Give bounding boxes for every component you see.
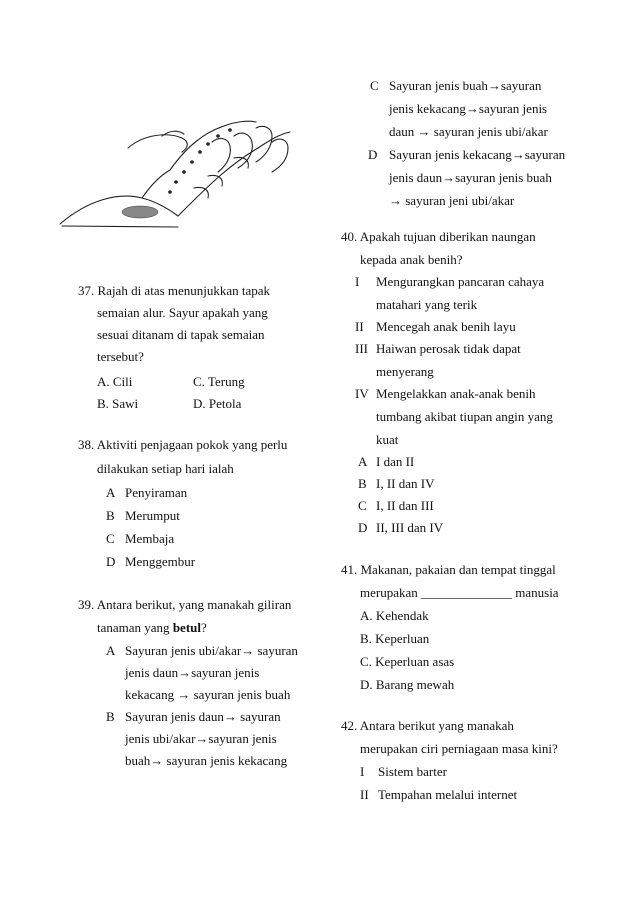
q38-option-c-text: Membaja — [125, 531, 175, 546]
q39-option-a-line-1: Sayuran jenis ubi/akar→ sayuran — [125, 643, 298, 658]
q40-option-c-letter: C — [358, 498, 367, 513]
q40-statement-iii-line-2: menyerang — [376, 364, 434, 379]
q40-stem-line-2: kepada anak benih? — [360, 252, 463, 267]
q39-stem-pre: tanaman yang — [97, 620, 173, 635]
q41-stem-line-1: 41. Makanan, pakaian dan tempat tinggal — [341, 562, 556, 577]
q38-option-a-text: Penyiraman — [125, 485, 188, 500]
q41-option-a: A. Kehendak — [360, 608, 429, 623]
q40-option-b-text: I, II dan IV — [376, 476, 435, 491]
q39-stem-line-2 — [97, 621, 207, 634]
q40-stem-line-1: 40. Apakah tujuan diberikan naungan — [341, 229, 536, 244]
q39-stem-bold: betul — [172, 620, 201, 635]
q38-option-c-letter: C — [106, 531, 115, 546]
q39-option-b-line-1: Sayuran jenis daun→ sayuran — [125, 709, 281, 724]
q39-option-c-line-3: daun → sayuran jenis ubi/akar — [389, 124, 548, 139]
q37-stem-line-1: 37. Rajah di atas menunjukkan tapak — [78, 283, 271, 298]
q37-stem-line-4: tersebut? — [97, 349, 144, 364]
q39-stem-line-1: 39. Antara berikut, yang manakah giliran — [78, 597, 292, 612]
q40-option-a-text: I dan II — [376, 454, 415, 469]
q40-option-b-letter: B — [358, 476, 367, 491]
q40-statement-i-line-1: Mengurangkan pancaran cahaya — [376, 274, 545, 289]
q39-option-c-letter: C — [370, 78, 379, 93]
q39-stem-post: ? — [200, 620, 207, 635]
q40-option-a-letter: A — [358, 454, 368, 469]
q40-statement-iv-line-3: kuat — [376, 432, 399, 447]
q39-option-b-line-3: buah→ sayuran jenis kekacang — [125, 753, 288, 768]
q39-option-a-line-2: jenis daun→sayuran jenis — [125, 665, 260, 680]
q41-option-d: D. Barang mewah — [360, 677, 455, 692]
q42-statement-i-num: I — [360, 764, 365, 779]
q40-statement-iii-num: III — [355, 341, 368, 356]
q37-option-c: C. Terung — [193, 374, 245, 389]
q39-option-d-line-3: → sayuran jeni ubi/akar — [389, 193, 515, 208]
q37-option-a: A. Cili — [97, 374, 133, 389]
q40-statement-iv-line-1: Mengelakkan anak-anak benih — [376, 386, 536, 401]
q41-option-c: C. Keperluan asas — [360, 654, 455, 669]
q41-option-b: B. Keperluan — [360, 631, 430, 646]
q40-statement-ii-line-1: Mencegah anak benih layu — [376, 319, 516, 334]
q39-option-d-line-2: jenis daun→sayuran jenis buah — [389, 170, 552, 185]
q37-option-b: B. Sawi — [97, 396, 139, 411]
q39-option-b-letter: B — [106, 709, 115, 724]
q42-statement-ii-text: Tempahan melalui internet — [378, 787, 518, 802]
q37-stem-line-3: sesuai ditanam di tapak semaian — [97, 327, 265, 342]
q37-option-d: D. Petola — [193, 396, 242, 411]
q42-stem-line-1: 42. Antara berikut yang manakah — [341, 718, 514, 733]
q41-stem-line-2: merupakan ______________ manusia — [360, 585, 559, 600]
q39-option-c-line-1: Sayuran jenis buah→sayuran — [389, 78, 542, 93]
q38-option-b-text: Merumput — [125, 508, 180, 523]
q39-option-d-line-1: Sayuran jenis kekacang→sayuran — [389, 147, 566, 162]
q40-statement-iv-line-2: tumbang akibat tiupan angin yang — [376, 409, 553, 424]
q40-option-c-text: I, II dan III — [376, 498, 434, 513]
q39-option-b-line-2: jenis ubi/akar→sayuran jenis — [125, 731, 277, 746]
q40-statement-i-num: I — [355, 274, 360, 289]
q39-option-d-letter: D — [368, 147, 378, 162]
q38-stem-line-1: 38. Aktiviti penjagaan pokok yang perlu — [78, 437, 288, 452]
q38-option-d-text: Menggembur — [125, 554, 196, 569]
q39-option-c-line-2: jenis kekacang→sayuran jenis — [389, 101, 548, 116]
q42-statement-i-text: Sistem barter — [378, 764, 447, 779]
q38-option-d-letter: D — [106, 554, 116, 569]
q40-statement-i-line-2: matahari yang terik — [376, 297, 478, 312]
q38-option-a-letter: A — [106, 485, 116, 500]
q40-statement-iv-num: IV — [355, 386, 369, 401]
seedbed-furrow-illustration — [58, 112, 298, 237]
q40-option-d-letter: D — [358, 520, 368, 535]
q42-statement-ii-num: II — [360, 787, 369, 802]
q42-stem-line-2: merupakan ciri perniagaan masa kini? — [360, 741, 558, 756]
q38-stem-line-2: dilakukan setiap hari ialah — [97, 461, 234, 476]
q40-statement-iii-line-1: Haiwan perosak tidak dapat — [376, 341, 521, 356]
q40-statement-ii-num: II — [355, 319, 364, 334]
q40-option-d-text: II, III dan IV — [376, 520, 444, 535]
q39-option-a-line-3: kekacang → sayuran jenis buah — [125, 687, 291, 702]
q39-option-a-letter: A — [106, 643, 116, 658]
q38-option-b-letter: B — [106, 508, 115, 523]
q37-stem-line-2: semaian alur. Sayur apakah yang — [97, 305, 268, 320]
